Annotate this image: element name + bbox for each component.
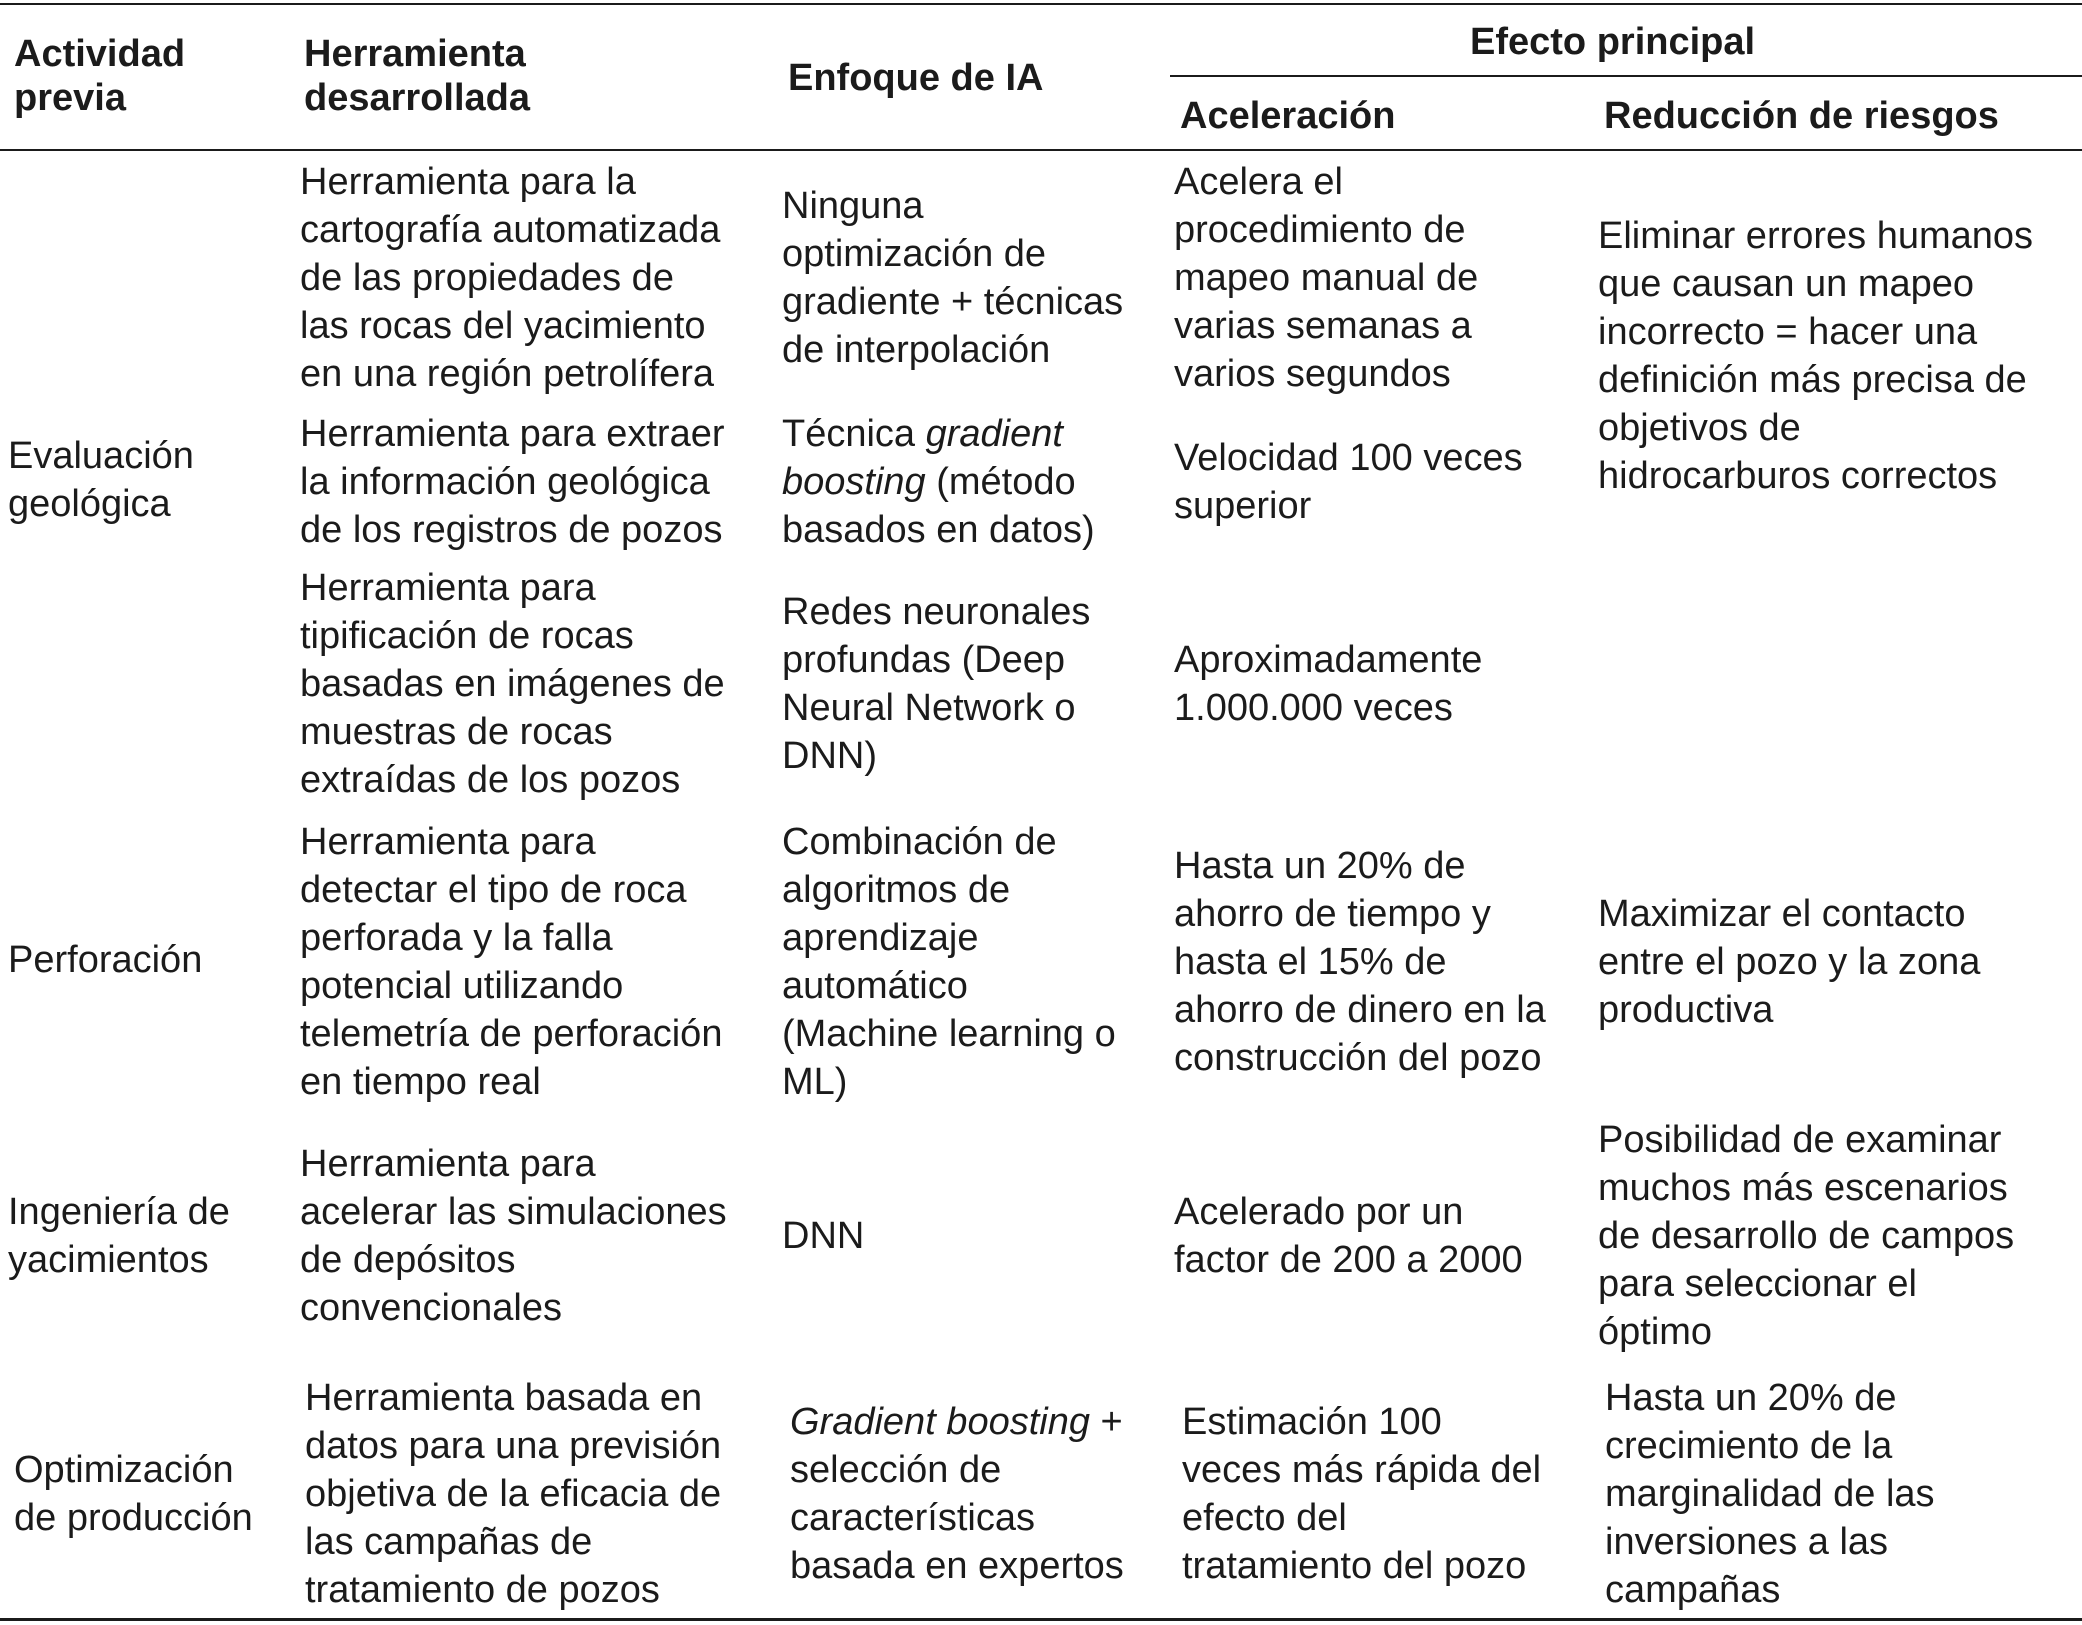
activity-ingenieria-yacimientos: Ingeniería de yacimientos <box>8 1191 230 1281</box>
group-underline <box>1170 75 2082 77</box>
row2-tool: Herramienta para extraer la información geológica de los registros de pozos <box>300 413 725 551</box>
row6-acceleration: Estimación 100 veces más rápida del efecto del tratamiento del pozo <box>1182 1401 1542 1587</box>
risk-evaluacion-geologica: Eliminar errores humanos que causan un mapeo incorrecto = hacer una definición más precisa de objetivos de hidrocarburos correctos <box>1598 215 2034 497</box>
row4-approach: Combinación de algoritmos de aprendizaje automático (Machine learning o ML) <box>782 821 1116 1103</box>
row6-approach: Gradient boosting + selección de características basada en expertos <box>790 1401 1124 1587</box>
row1-approach: Ninguna optimización de gradiente + técnicas de interpolación <box>782 185 1124 371</box>
activity-evaluacion-geologica: Evaluación geológica <box>8 435 194 525</box>
header-aceleracion: Aceleración <box>1180 95 1396 137</box>
activity-optimizacion-produccion: Optimización de producción <box>14 1449 253 1539</box>
header-reduccion-riesgos: Reducción de riesgos <box>1604 95 1999 137</box>
row5-acceleration: Acelerado por un factor de 200 a 2000 <box>1174 1191 1523 1281</box>
header-actividad-previa: Actividad previa <box>14 33 186 119</box>
header-enfoque-ia: Enfoque de IA <box>788 57 1044 99</box>
header-efecto-principal: Efecto principal <box>1470 21 1756 63</box>
header-bottom-rule <box>0 149 2082 151</box>
row1-acceleration: Acelera el procedimiento de mapeo manual de varias semanas a varios segundos <box>1174 161 1479 395</box>
row4-risk: Maximizar el contacto entre el pozo y la zona productiva <box>1598 893 1981 1031</box>
activity-perforacion: Perforación <box>8 939 203 981</box>
row6-risk: Hasta un 20% de crecimiento de la marginalidad de las inversiones a las campañas <box>1605 1377 1935 1611</box>
row6-tool: Herramienta basada en datos para una previsión objetiva de la eficacia de las campañas de tratamiento de pozos <box>305 1377 722 1611</box>
top-rule <box>0 3 2082 5</box>
bottom-rule <box>0 1618 2082 1621</box>
row2-approach: Técnica gradient boosting (método basados en datos) <box>782 413 1095 551</box>
row3-tool: Herramienta para tipificación de rocas basadas en imágenes de muestras de rocas extraídas de los pozos <box>300 567 725 801</box>
row5-approach: DNN <box>782 1215 865 1257</box>
row5-tool: Herramienta para acelerar las simulaciones de depósitos convencionales <box>300 1143 727 1329</box>
row5-risk: Posibilidad de examinar muchos más escenarios de desarrollo de campos para seleccionar el óptimo <box>1598 1119 2015 1353</box>
row2-acceleration: Velocidad 100 veces superior <box>1174 437 1523 527</box>
header-herramienta-desarrollada: Herramienta desarrollada <box>304 33 530 119</box>
row4-tool: Herramienta para detectar el tipo de roca perforada y la falla potencial utilizando telemetría de perforación en tiempo real <box>300 821 723 1103</box>
row4-acceleration: Hasta un 20% de ahorro de tiempo y hasta el 15% de ahorro de dinero en la construcción del pozo <box>1174 845 1546 1079</box>
row3-approach: Redes neuronales profundas (Deep Neural Network o DNN) <box>782 591 1091 777</box>
row1-tool: Herramienta para la cartografía automatizada de las propiedades de las rocas del yacimiento en una región petrolífera <box>300 161 721 395</box>
row3-acceleration: Aproximadamente 1.000.000 veces <box>1174 639 1483 729</box>
